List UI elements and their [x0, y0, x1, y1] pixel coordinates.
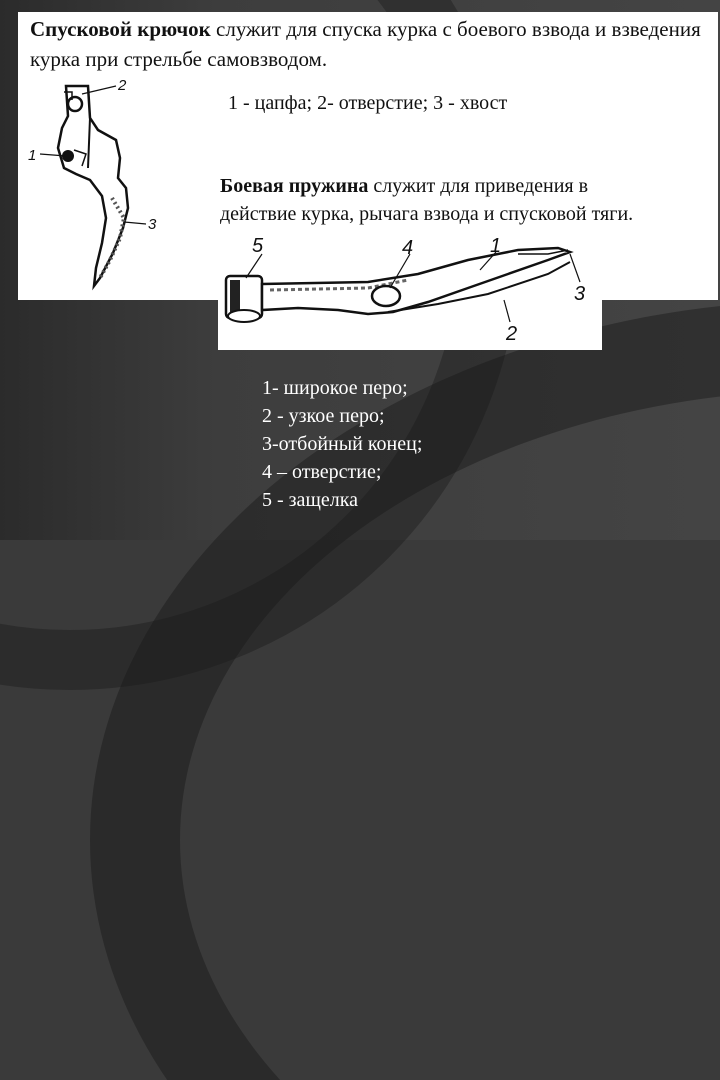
trigger-illustration [28, 78, 168, 293]
trigger-label-3: 3 [148, 216, 157, 233]
mainspring-illustration [218, 230, 602, 350]
spring-label-1: 1 [490, 235, 502, 257]
spring-term: Боевая пружина [220, 175, 369, 197]
list-item: 5 - защелка [262, 489, 358, 511]
trigger-label-2: 2 [118, 78, 127, 94]
trigger-term: Спусковой крючок [30, 17, 211, 41]
spring-description [220, 172, 720, 228]
trigger-label-1: 1 [28, 147, 37, 164]
mainspring-parts-list [262, 374, 422, 514]
spring-description-line1: служит для приведения в [368, 175, 589, 197]
trigger-description-text: служит для спуска курка с боевого взвода и взведения курка при стрельбе самовзводом. [30, 17, 701, 71]
list-item: 3-отбойный конец; [262, 433, 423, 455]
spring-label-5: 5 [252, 235, 264, 257]
spring-description-line2: действие курка, рычага взвода и спусковой тяги. [220, 203, 634, 225]
list-item: 1- широкое перо; [262, 377, 408, 399]
spring-label-2: 2 [506, 323, 518, 345]
spring-label-4: 4 [402, 237, 414, 259]
trigger-description [30, 14, 720, 74]
list-item: 4 – отверстие; [262, 461, 382, 483]
list-item: 2 - узкое перо; [262, 405, 385, 427]
trigger-legend: 1 - цапфа; 2- отверстие; 3 - хвост [228, 92, 508, 114]
spring-label-3: 3 [574, 283, 586, 305]
